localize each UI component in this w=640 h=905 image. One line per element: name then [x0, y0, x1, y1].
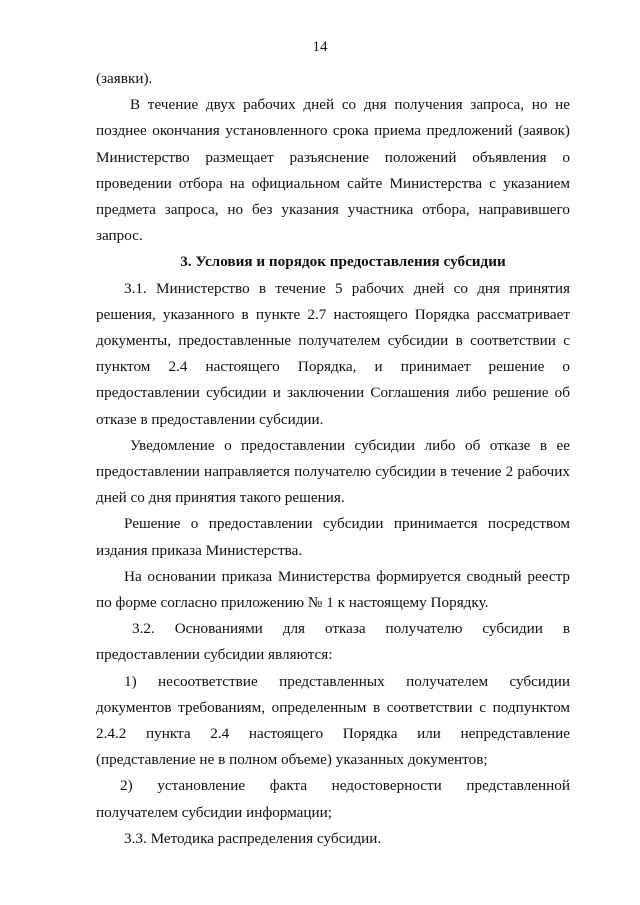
word: для: [282, 620, 306, 638]
paragraph-3-2-first-line: [96, 616, 570, 642]
word: представленной: [466, 777, 570, 795]
page-number: 14: [312, 39, 328, 55]
word: факта: [269, 777, 308, 795]
paragraph-3-1: 3.1. Министерство в течение 5 рабочих дней со дня принятия решения, указанного в пункте 2.7 настоящего Порядка рассматривает документы, предоставленные получателем субсидии в соответствии с пунктом 2.4 настоящего Порядка, и принимает решение о предоставлении субсидии и заключении Соглашения либо решение об отказе в предоставлении субсидии.: [96, 279, 570, 428]
paragraph-reason-2-rest: получателем субсидии информации;: [96, 803, 332, 821]
paragraph-registry: На основании приказа Министерства формируется сводный реестр по форме согласно приложению № 1 к настоящему Порядку.: [96, 567, 570, 612]
word: отказа: [324, 620, 366, 638]
paragraph-reason-2-first-line: [96, 773, 570, 799]
section-heading: 3. Условия и порядок предоставления субсидии: [180, 253, 506, 271]
paragraph-continuation: (заявки).: [96, 70, 153, 87]
document-body: [96, 66, 570, 852]
word: в: [562, 620, 570, 638]
paragraph-notification: Уведомление о предоставлении субсидии либо об отказе в ее предоставлении направляется получателю субсидии в течение 2 рабочих дней со дня принятия такого решения.: [96, 436, 570, 507]
word: Основаниями: [174, 620, 263, 638]
word: 2): [120, 777, 133, 795]
paragraph-3-3: 3.3. Методика распределения субсидии.: [124, 829, 382, 847]
paragraph-reason-1: 1) несоответствие представленных получателем субсидии документов требованиям, определенным в соответствии с подпунктом 2.4.2 пункта 2.4 настоящего Порядка или непредставление (представление не в полном объеме) указанных документов;: [96, 672, 570, 769]
word: 3.2.: [132, 620, 155, 638]
word: получателю: [385, 620, 463, 638]
paragraph-decision: Решение о предоставлении субсидии принимается посредством издания приказа Министерства.: [96, 515, 570, 559]
paragraph-3-2-rest: предоставлении субсидии являются:: [96, 646, 333, 664]
word: недостоверности: [331, 777, 442, 795]
word: установление: [157, 777, 246, 795]
paragraph-clarification: В течение двух рабочих дней со дня получения запроса, но не позднее окончания установленного срока приема предложений (заявок) Министерство размещает разъяснение положений объявления о проведении отбора на официальном сайте Министерства с указанием предмета запроса, но без указания участника отбора, направившего запрос.: [96, 96, 570, 245]
word: субсидии: [482, 620, 543, 638]
